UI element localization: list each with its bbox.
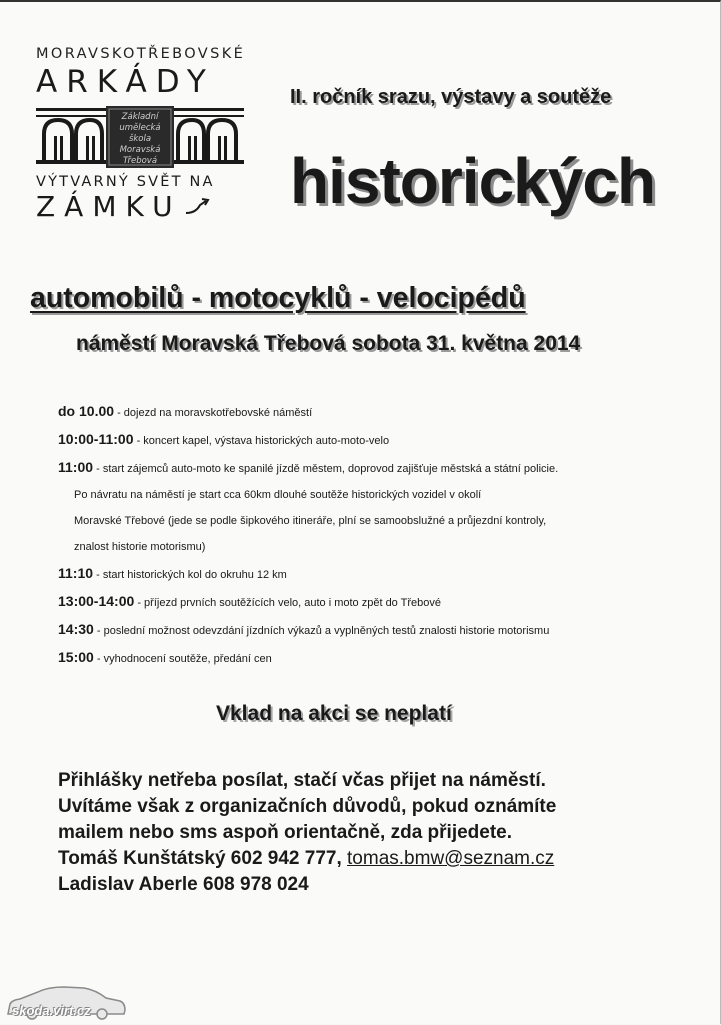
contact-line-2: Uvítáme však z organizačních důvodů, pokud oznámíte: [58, 796, 557, 817]
schedule-text: znalost historie motorismu): [74, 541, 206, 553]
contact-line-3: mailem nebo sms aspoň orientačně, zda přijedete.: [58, 822, 513, 843]
schedule-text: Po návratu na náměstí je start cca 60km dlouhé soutěže historických vozidel v okolí: [74, 489, 482, 501]
logo-line-3: VÝTVARNÝ SVĚT NA: [36, 174, 215, 190]
contact-person-1: [58, 846, 556, 872]
contact-block: [58, 768, 556, 898]
schedule-text: - start historických kol do okruhu 12 km: [93, 569, 287, 581]
schedule-time: do 10.00: [58, 403, 115, 419]
schedule-text: - příjezd prvních soutěžících velo, auto i moto zpět do Třebové: [134, 597, 442, 609]
contact-person-1-text: Tomáš Kunštátský 602 942 777,: [58, 848, 348, 869]
schedule-item: [58, 588, 698, 616]
logo-box-line-3: škola: [128, 134, 152, 144]
email-link[interactable]: tomas.bmw@seznam.cz: [347, 848, 555, 869]
logo-box-line-5: Třebová: [122, 156, 158, 166]
logo-line-2: ARKÁDY: [36, 64, 215, 100]
logo-box-line-1: Základní: [121, 112, 159, 122]
watermark: [4, 984, 134, 1024]
schedule-text: - dojezd na moravskotřebovské náměstí: [114, 407, 313, 419]
watermark-text: skoda.virt.cz: [12, 1003, 91, 1018]
schedule-time: 14:30: [58, 621, 94, 637]
entry-fee-note: Vklad na akci se neplatí: [216, 702, 452, 725]
schedule-item: [58, 616, 698, 644]
curved-arrow-icon: [184, 197, 210, 217]
schedule-text: - start zájemců auto-moto ke spanilé jízdě městem, doprovod zajišťuje městská a státní policie.: [93, 463, 559, 475]
place-and-date: náměstí Moravská Třebová sobota 31. května 2014: [76, 332, 581, 355]
schedule-text: - koncert kapel, výstava historických auto-moto-velo: [133, 435, 390, 447]
schedule-list: [58, 398, 698, 672]
schedule-text: - vyhodnocení soutěže, předání cen: [93, 653, 272, 665]
logo-box-line-2: umělecká: [119, 123, 161, 133]
schedule-text: Moravské Třebové (jede se podle šipkového itineráře, plní se samoobslužné a průjezdní kontroly,: [74, 515, 547, 527]
arkady-logo: [36, 46, 256, 223]
schedule-item-continuation: [58, 508, 698, 534]
schedule-time: 10:00-11:00: [58, 431, 134, 447]
schedule-item-continuation: [58, 534, 698, 560]
contact-line-1: Přihlášky netřeba posílat, stačí včas přijet na náměstí.: [58, 770, 546, 791]
arcade-icon: [36, 106, 244, 168]
schedule-item-continuation: [58, 482, 698, 508]
schedule-time: 11:10: [58, 565, 94, 581]
schedule-item: [58, 560, 698, 588]
vehicle-categories: automobilů - motocyklů - velocipédů: [30, 282, 526, 314]
schedule-time: 15:00: [58, 649, 94, 665]
schedule-text: - poslední možnost odevzdání jízdních výkazů a vyplněných testů znalosti historie motorismu: [93, 625, 550, 637]
contact-person-2: Ladislav Aberle 608 978 024: [58, 874, 309, 895]
schedule-item: [58, 644, 698, 672]
schedule-item: [58, 454, 698, 482]
schedule-time: 11:00: [58, 459, 94, 475]
logo-line-4: ZÁMKU: [36, 190, 182, 223]
event-title: historických: [290, 145, 656, 217]
schedule-time: 13:00-14:00: [58, 593, 135, 609]
logo-line-1: MORAVSKOTŘEBOVSKÉ: [36, 46, 246, 62]
logo-line-4-row: [36, 190, 256, 223]
schedule-item: [58, 398, 698, 426]
schedule-item: [58, 426, 698, 454]
event-subtitle: II. ročník srazu, výstavy a soutěže: [290, 86, 612, 108]
logo-box-line-4: Moravská: [119, 145, 161, 155]
